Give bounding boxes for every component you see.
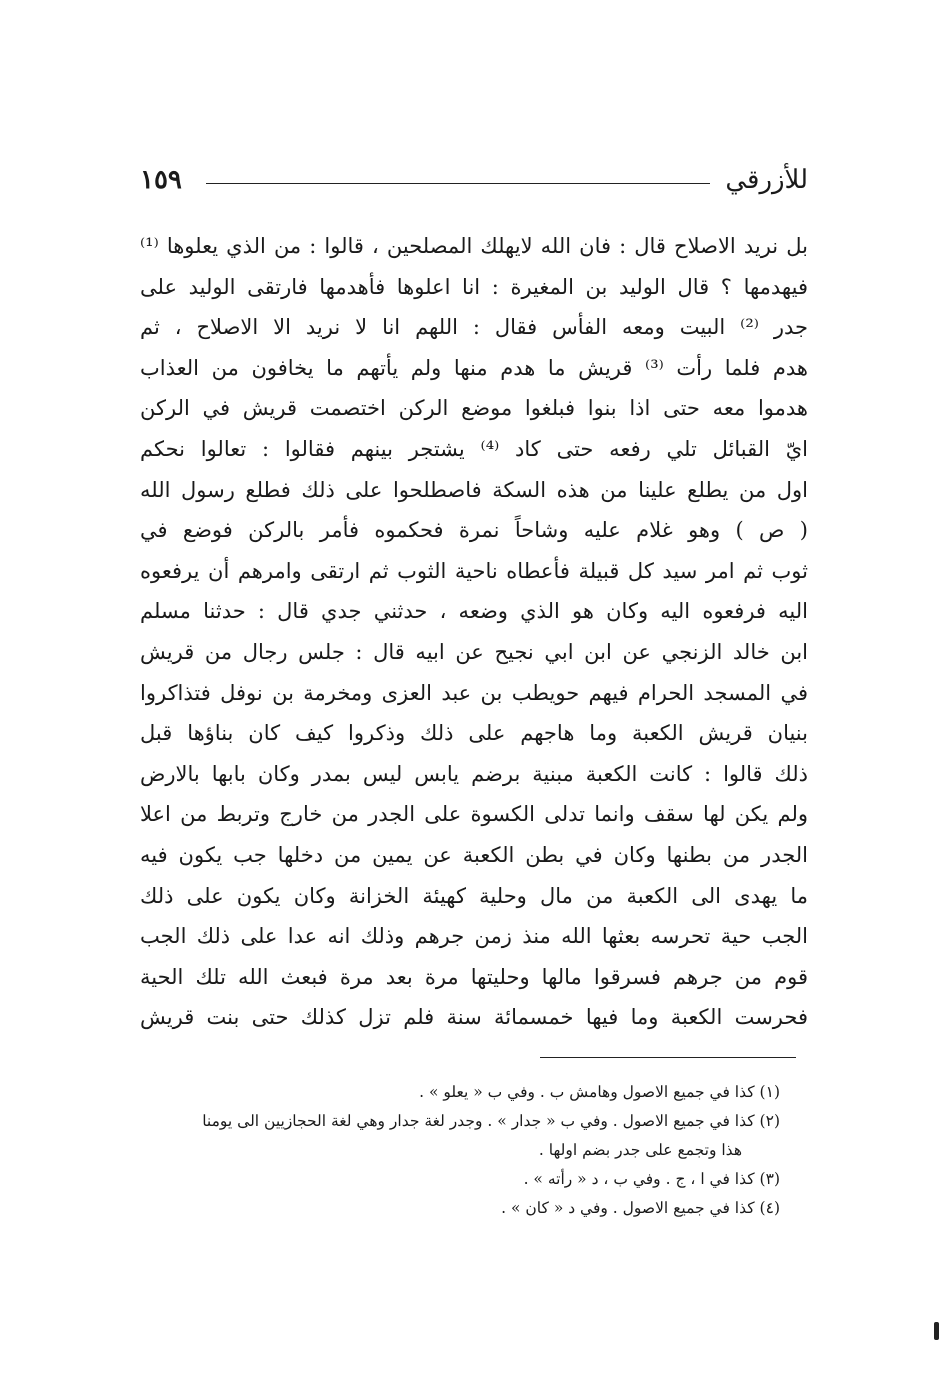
running-title: للأزرقي	[725, 165, 808, 195]
footnote: (٤) كذا في جميع الاصول . وفي د « كان » .	[501, 1199, 780, 1217]
body-line: جدر ⁽²⁾ البيت ومعه الفأس فقال : اللهم انا لا نريد الا الاصلاح ، ثم	[140, 315, 808, 340]
footnote: (٢) كذا في جميع الاصول . وفي ب « جدار » . وجدر لغة جدار وهي لغة الحجازيين الى يومنا	[202, 1112, 780, 1130]
body-line: في المسجد الحرام فيهم حويطب بن عبد العزى ومخرمة بن نوفل فتذاكروا	[140, 680, 808, 705]
body-line: ولم يكن لها سقف وانما تدلى الكسوة على الجدر من خارج وتربط من اعلا	[140, 802, 808, 827]
header-rule	[206, 183, 710, 184]
body-line: بنيان قريش الكعبة وما هاجهم على ذلك وذكروا كيف كان بناؤها قبل	[140, 721, 808, 746]
margin-mark	[934, 1322, 939, 1340]
running-header	[140, 160, 808, 204]
body-line: ثوب ثم امر سيد كل قبيلة فأعطاه ناحية الثوب ثم ارتقى وامرهم أن يرفعوه	[140, 558, 808, 583]
body-line: الجدر من بطنها وكان في بطن الكعبة عن يمين من دخلها جب يكون فيه	[140, 842, 808, 867]
footnote: (٣) كذا في ا ، ج . وفي ب ، د « رأته » .	[523, 1170, 780, 1188]
body-line: هدموا معه حتى اذا بنوا فبلغوا موضع الركن اختصمت قريش في الركن	[140, 396, 808, 421]
body-line: ( ص ) وهو غلام عليه وشاحاً نمرة فحكموه فأمر بالركن فوضع في	[140, 518, 808, 543]
body-text	[140, 226, 808, 1038]
body-line: قوم من جرهم فسرقوا مالها وحليتها مرة بعد مرة فبعث الله تلك الحية	[140, 964, 808, 989]
footnote: (١) كذا في جميع الاصول وهامش ب . وفي ب « يعلو » .	[419, 1083, 780, 1101]
body-line: ذلك قالوا : كانت الكعبة مبنية برضم يابس ليس بمدر وكان بابها بالارض	[140, 761, 808, 786]
body-line: ايّ القبائل تلي رفعه حتى كاد ⁽⁴⁾ يشتجر بينهم فقالوا : تعالوا نحكم	[140, 436, 808, 461]
body-line: فيهدمها ؟ قال الوليد بن المغيرة : انا اعلوها فأهدمها فارتقى الوليد على	[140, 274, 808, 299]
body-line: ابن خالد الزنجي عن ابن ابي نجيح عن ابيه قال : جلس رجال من قريش	[140, 639, 808, 664]
body-line: هدم فلما رأت ⁽³⁾ قريش ما هدم منها ولم يأتهم ما يخافون من العذاب	[140, 355, 808, 380]
footnote-separator	[540, 1057, 796, 1058]
body-line: فحرست الكعبة وما فيها خمسمائة سنة فلم تزل كذلك حتى بنت قريش	[140, 1005, 808, 1030]
page-number: ١٥٩	[140, 165, 182, 195]
body-line: الجب حية تحرسه بعثها الله منذ زمن جرهم وذلك انه عدا على ذلك الجب	[140, 924, 808, 949]
body-line: اول من يطلع علينا من هذه السكة فاصطلحوا على ذلك فطلع رسول الله	[140, 477, 808, 502]
footnotes	[140, 1078, 780, 1223]
footnote-continuation: هذا وتجمع على جدر بضم اولها .	[538, 1141, 742, 1159]
body-line: ما يهدى الى الكعبة من مال وحلية كهيئة الخزانة وكان يكون على ذلك	[140, 883, 808, 908]
body-line: اليه فرفعوه اليه وكان هو الذي وضعه ، حدثني جدي قال : حدثنا مسلم	[140, 599, 808, 624]
body-line: بل نريد الاصلاح قال : فان الله لايهلك المصلحين ، قالوا : من الذي يعلوها ⁽¹⁾	[140, 234, 808, 258]
